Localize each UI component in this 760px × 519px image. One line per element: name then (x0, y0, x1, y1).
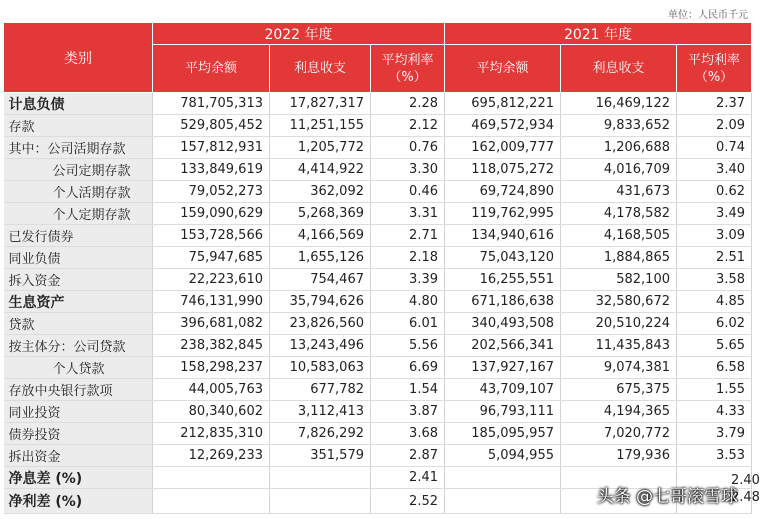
table-row (4, 445, 752, 467)
cell-avg-balance-2022: 133,849,619 (153, 159, 270, 181)
row-label: 净利差 (%) (4, 489, 153, 514)
table-row (4, 115, 752, 137)
cell-interest-2021: 11,435,843 (561, 335, 677, 357)
cell-avg-rate-2022: 6.01 (371, 313, 445, 335)
cell-interest-2021: 431,673 (561, 181, 677, 203)
cell-avg-balance-2021: 137,927,167 (445, 357, 561, 379)
row-label: 存款 (4, 115, 153, 137)
cell-avg-balance-2022: 22,223,610 (153, 269, 270, 291)
cell-avg-rate-2022: 2.52 (371, 489, 445, 514)
row-label: 同业投资 (4, 401, 153, 423)
table-row (4, 203, 752, 225)
row-label: 贷款 (4, 313, 153, 335)
cell-interest-2022: 7,826,292 (270, 423, 371, 445)
cell-avg-balance-2021: 185,095,957 (445, 423, 561, 445)
row-label: 生息资产 (4, 291, 153, 313)
cell-avg-balance-2022: 44,005,763 (153, 379, 270, 401)
table-row (4, 247, 752, 269)
cell-avg-balance-2021: 75,043,120 (445, 247, 561, 269)
cell-avg-rate-2021: 2.37 (677, 93, 752, 115)
cell-interest-2022: 3,112,413 (270, 401, 371, 423)
cell-avg-balance-2022: 157,812,931 (153, 137, 270, 159)
cell-avg-rate-2022: 2.41 (371, 467, 445, 489)
cell-interest-2021: 7,020,772 (561, 423, 677, 445)
row-label: 拆出资金 (4, 445, 153, 467)
cell-interest-2022: 35,794,626 (270, 291, 371, 313)
cell-avg-balance-2021: 469,572,934 (445, 115, 561, 137)
table-row (4, 291, 752, 313)
cell-interest-2022 (270, 467, 371, 489)
cell-avg-balance-2021: 69,724,890 (445, 181, 561, 203)
row-label: 按主体分：公司贷款 (4, 335, 153, 357)
cell-avg-rate-2021: 2.51 (677, 247, 752, 269)
cell-avg-balance-2021: 202,566,341 (445, 335, 561, 357)
nis-2021-value: 2.48 (731, 490, 760, 505)
cell-avg-rate-2022: 4.80 (371, 291, 445, 313)
cell-avg-balance-2021: 695,812,221 (445, 93, 561, 115)
cell-avg-balance-2022: 238,382,845 (153, 335, 270, 357)
cell-interest-2021: 4,178,582 (561, 203, 677, 225)
cell-interest-2022: 5,268,369 (270, 203, 371, 225)
cell-avg-balance-2021: 162,009,777 (445, 137, 561, 159)
cell-interest-2022: 13,243,496 (270, 335, 371, 357)
row-label: 已发行债券 (4, 225, 153, 247)
cell-avg-balance-2022: 153,728,566 (153, 225, 270, 247)
header-avg-balance-2022: 平均余额 (153, 45, 270, 93)
cell-interest-2022: 4,166,569 (270, 225, 371, 247)
cell-interest-2021: 16,469,122 (561, 93, 677, 115)
cell-avg-balance-2022: 746,131,990 (153, 291, 270, 313)
cell-interest-2021: 675,375 (561, 379, 677, 401)
cell-avg-rate-2021: 6.58 (677, 357, 752, 379)
cell-avg-rate-2021: 6.02 (677, 313, 752, 335)
cell-interest-2022 (270, 489, 371, 514)
cell-avg-balance-2022: 159,090,629 (153, 203, 270, 225)
cell-avg-rate-2022: 3.31 (371, 203, 445, 225)
cell-avg-balance-2022: 12,269,233 (153, 445, 270, 467)
cell-avg-balance-2022: 529,805,452 (153, 115, 270, 137)
cell-interest-2021: 1,884,865 (561, 247, 677, 269)
header-category: 类别 (4, 23, 153, 93)
cell-interest-2021: 582,100 (561, 269, 677, 291)
cell-interest-2022: 11,251,155 (270, 115, 371, 137)
cell-avg-balance-2022 (153, 467, 270, 489)
cell-avg-rate-2022: 5.56 (371, 335, 445, 357)
table-row (4, 379, 752, 401)
table-row (4, 137, 752, 159)
cell-interest-2022: 362,092 (270, 181, 371, 203)
cell-avg-balance-2021: 5,094,955 (445, 445, 561, 467)
cell-interest-2022: 754,467 (270, 269, 371, 291)
cell-avg-rate-2022: 0.76 (371, 137, 445, 159)
cell-avg-balance-2021: 96,793,111 (445, 401, 561, 423)
cell-avg-rate-2021: 5.65 (677, 335, 752, 357)
cell-avg-rate-2021: 3.49 (677, 203, 752, 225)
cell-avg-rate-2021: 3.09 (677, 225, 752, 247)
cell-interest-2021: 4,016,709 (561, 159, 677, 181)
cell-avg-balance-2021: 134,940,616 (445, 225, 561, 247)
cell-avg-balance-2022: 158,298,237 (153, 357, 270, 379)
header-row-years (4, 23, 752, 45)
cell-interest-2021: 179,936 (561, 445, 677, 467)
cell-interest-2021: 4,168,505 (561, 225, 677, 247)
cell-avg-balance-2022: 781,705,313 (153, 93, 270, 115)
cell-interest-2022: 1,655,126 (270, 247, 371, 269)
nim-2021-value: 2.40 (731, 473, 760, 488)
cell-interest-2022: 10,583,063 (270, 357, 371, 379)
cell-avg-balance-2021: 43,709,107 (445, 379, 561, 401)
header-avg-balance-2021: 平均余额 (445, 45, 561, 93)
header-interest-2021: 利息收支 (561, 45, 677, 93)
header-year-2021: 2021 年度 (445, 23, 752, 45)
row-label: 其中：公司活期存款 (4, 137, 153, 159)
header-year-2022: 2022 年度 (153, 23, 445, 45)
header-avg-rate-2021: 平均利率 （%） (677, 45, 752, 93)
cell-avg-balance-2022: 396,681,082 (153, 313, 270, 335)
table-row (4, 269, 752, 291)
row-label: 净息差 (%) (4, 467, 153, 489)
interest-table (3, 22, 752, 514)
cell-interest-2021: 9,074,381 (561, 357, 677, 379)
cell-avg-rate-2021: 0.62 (677, 181, 752, 203)
table-row (4, 423, 752, 445)
cell-avg-rate-2021: 4.33 (677, 401, 752, 423)
cell-interest-2022: 351,579 (270, 445, 371, 467)
cell-avg-balance-2021: 118,075,272 (445, 159, 561, 181)
cell-avg-rate-2022: 3.39 (371, 269, 445, 291)
cell-avg-balance-2022: 75,947,685 (153, 247, 270, 269)
watermark: 头条 @七哥滚雪球 (596, 487, 738, 507)
cell-avg-rate-2022: 6.69 (371, 357, 445, 379)
cell-avg-balance-2022 (153, 489, 270, 514)
row-label: 公司定期存款 (4, 159, 153, 181)
cell-avg-rate-2021: 2.09 (677, 115, 752, 137)
cell-avg-balance-2021: 340,493,508 (445, 313, 561, 335)
cell-avg-balance-2021 (445, 467, 561, 489)
cell-avg-balance-2021: 119,762,995 (445, 203, 561, 225)
cell-avg-rate-2022: 3.30 (371, 159, 445, 181)
row-label: 存放中央银行款项 (4, 379, 153, 401)
row-label: 拆入资金 (4, 269, 153, 291)
cell-avg-rate-2021: 1.55 (677, 379, 752, 401)
cell-avg-rate-2022: 3.87 (371, 401, 445, 423)
cell-avg-rate-2022: 2.12 (371, 115, 445, 137)
cell-interest-2022: 4,414,922 (270, 159, 371, 181)
cell-interest-2021: 20,510,224 (561, 313, 677, 335)
cell-avg-balance-2021: 671,186,638 (445, 291, 561, 313)
table-row (4, 181, 752, 203)
cell-avg-rate-2021: 3.79 (677, 423, 752, 445)
cell-avg-rate-2021: 3.58 (677, 269, 752, 291)
cell-avg-rate-2022: 1.54 (371, 379, 445, 401)
cell-interest-2021: 4,194,365 (561, 401, 677, 423)
cell-avg-rate-2021: 3.40 (677, 159, 752, 181)
header-interest-2022: 利息收支 (270, 45, 371, 93)
cell-interest-2021: 32,580,672 (561, 291, 677, 313)
table-row (4, 159, 752, 181)
cell-interest-2022: 23,826,560 (270, 313, 371, 335)
row-label: 同业负债 (4, 247, 153, 269)
cell-avg-rate-2021: 3.53 (677, 445, 752, 467)
cell-avg-rate-2021: 0.74 (677, 137, 752, 159)
row-label: 个人定期存款 (4, 203, 153, 225)
cell-avg-rate-2022: 2.18 (371, 247, 445, 269)
cell-avg-rate-2022: 3.68 (371, 423, 445, 445)
cell-avg-balance-2021 (445, 489, 561, 514)
cell-interest-2021: 9,833,652 (561, 115, 677, 137)
cell-avg-rate-2021: 4.85 (677, 291, 752, 313)
row-label: 计息负债 (4, 93, 153, 115)
table-row (4, 225, 752, 247)
cell-interest-2022: 677,782 (270, 379, 371, 401)
cell-avg-balance-2021: 16,255,551 (445, 269, 561, 291)
table-row (4, 401, 752, 423)
cell-interest-2022: 1,205,772 (270, 137, 371, 159)
table-row (4, 313, 752, 335)
cell-interest-2021: 1,206,688 (561, 137, 677, 159)
row-label: 个人贷款 (4, 357, 153, 379)
cell-avg-rate-2022: 0.46 (371, 181, 445, 203)
row-label: 债券投资 (4, 423, 153, 445)
header-avg-rate-2022: 平均利率 （%） (371, 45, 445, 93)
cell-avg-balance-2022: 79,052,273 (153, 181, 270, 203)
table-row (4, 335, 752, 357)
cell-avg-balance-2022: 80,340,602 (153, 401, 270, 423)
cell-avg-rate-2022: 2.71 (371, 225, 445, 247)
cell-avg-rate-2022: 2.87 (371, 445, 445, 467)
cell-avg-rate-2022: 2.28 (371, 93, 445, 115)
cell-avg-balance-2022: 212,835,310 (153, 423, 270, 445)
row-label: 个人活期存款 (4, 181, 153, 203)
cell-interest-2022: 17,827,317 (270, 93, 371, 115)
table-row (4, 357, 752, 379)
unit-label: 单位：人民币千元 (668, 10, 748, 21)
table-row (4, 93, 752, 115)
